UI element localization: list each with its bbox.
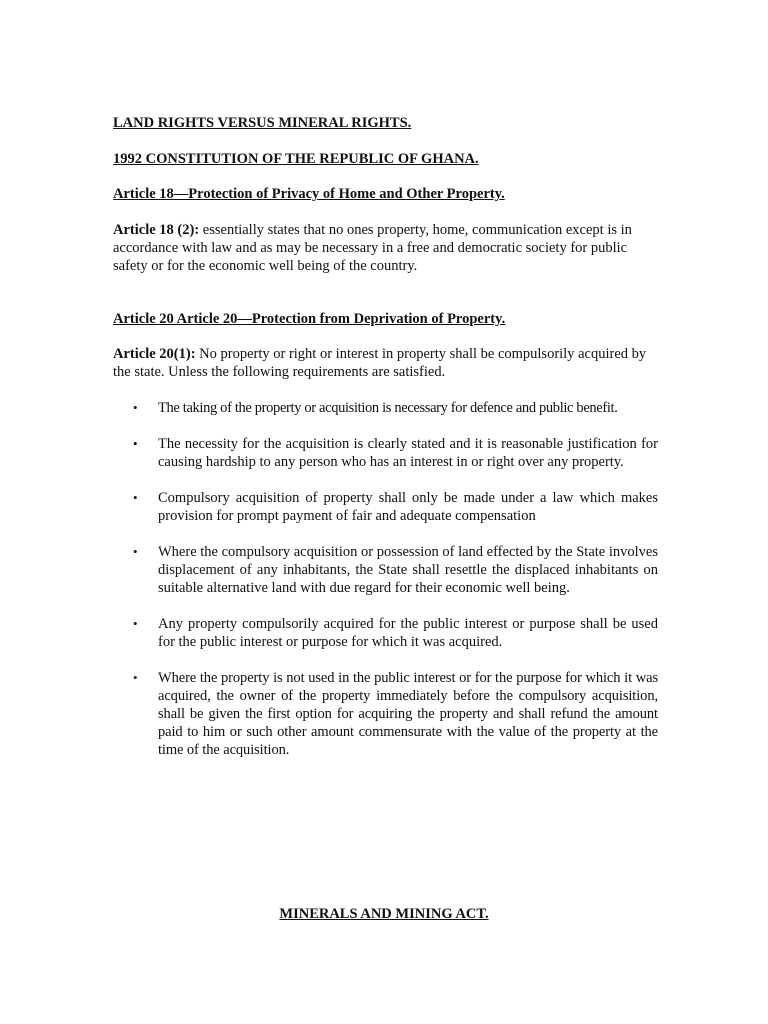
list-item-text: Where the property is not used in the public interest or for the purpose for which it was acquired, the owner of the property immediately before the compulsory acquisition, shall be given the first option for acquiring the property and shall refund the amount paid to him or such other amount commensurate with the value of the property at the time of the acquisition. xyxy=(158,670,658,758)
list-item xyxy=(113,543,658,597)
bullet-icon: • xyxy=(133,670,138,685)
article-20-heading: Article 20 Article 20—Protection from Deprivation of Property. xyxy=(113,311,506,327)
bullet-icon: • xyxy=(133,436,138,451)
bullet-icon: • xyxy=(133,544,138,559)
minerals-mining-act-heading: MINERALS AND MINING ACT. xyxy=(279,906,489,922)
article-18-2-paragraph xyxy=(113,221,657,275)
list-item xyxy=(113,399,658,417)
list-item xyxy=(113,435,658,471)
article-20-1-label: Article 20(1): xyxy=(113,346,196,362)
list-item xyxy=(113,489,658,525)
article-20-1-text: No property or right or interest in property shall be compulsorily acquired by the state. Unless the following requirements are satisfied. xyxy=(113,346,647,380)
document-subtitle: 1992 CONSTITUTION OF THE REPUBLIC OF GHANA. xyxy=(113,151,479,167)
bullet-icon: • xyxy=(133,616,138,631)
list-item-text: Compulsory acquisition of property shall only be made under a law which makes provision for prompt payment of fair and adequate compensation xyxy=(158,490,658,524)
list-item-text: Where the compulsory acquisition or possession of land effected by the State involves displacement of any inhabitants, the State shall resettle the displaced inhabitants on suitable alternative land with due regard for their economic well being. xyxy=(158,544,658,596)
article-18-2-text: essentially states that no ones property, home, communication except is in accordance with law and as may be necessary in a free and democratic society for public safety or for the economic well being of the country. xyxy=(113,222,632,274)
requirements-list xyxy=(113,399,658,777)
document-title: LAND RIGHTS VERSUS MINERAL RIGHTS. xyxy=(113,115,412,131)
list-item-text: The taking of the property or acquisition is necessary for defence and public benefit. xyxy=(158,400,618,416)
list-item-text: Any property compulsorily acquired for the public interest or purpose shall be used for the public interest or purpose for which it was acquired. xyxy=(158,616,658,650)
list-item-text: The necessity for the acquisition is clearly stated and it is reasonable justification for causing hardship to any person who has an interest in or right over any property. xyxy=(158,436,658,470)
list-item xyxy=(113,615,658,651)
list-item xyxy=(113,669,658,759)
article-20-1-paragraph xyxy=(113,345,657,381)
bullet-icon: • xyxy=(133,490,138,505)
article-18-2-label: Article 18 (2): xyxy=(113,222,200,238)
article-18-heading: Article 18—Protection of Privacy of Home and Other Property. xyxy=(113,186,505,202)
bullet-icon: • xyxy=(133,400,138,415)
